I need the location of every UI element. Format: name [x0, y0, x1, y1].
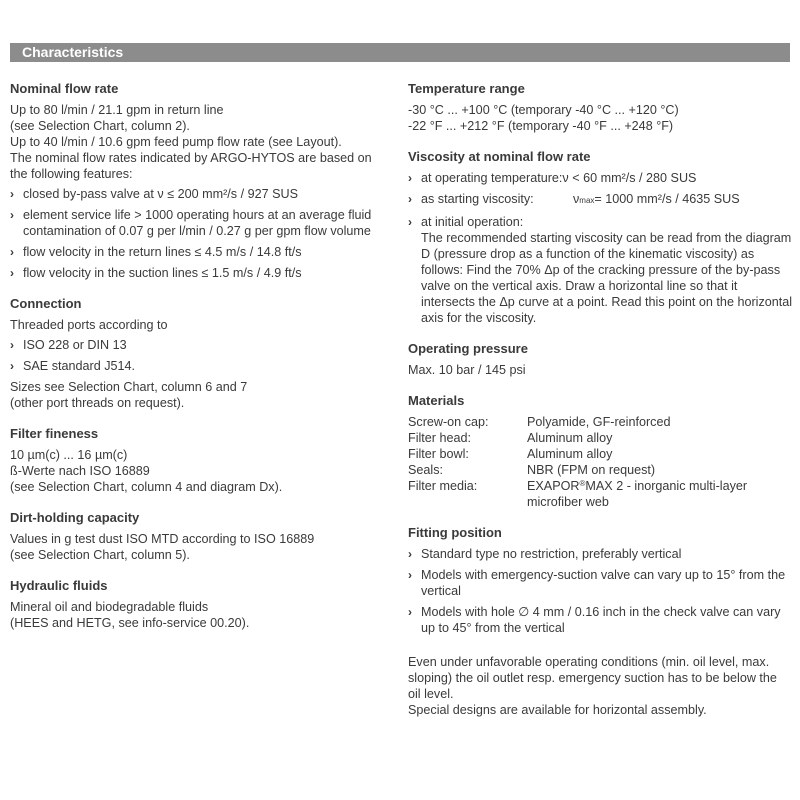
fitting-note: Special designs are available for horizontal assembly.	[408, 703, 707, 717]
list-item: › flow velocity in the return lines ≤ 4.5 m/s / 14.8 ft/s	[10, 245, 302, 259]
fitting-note: Even under unfavorable operating conditions (min. oil level, max. sloping) the oil outlet resp. emergency suction has to be below the oil level.	[408, 655, 777, 701]
left-column	[10, 80, 395, 645]
bullet-icon: ›	[408, 171, 412, 185]
text-line: ß-Werte nach ISO 16889	[10, 464, 150, 478]
bullet-icon: ›	[408, 568, 412, 582]
text-line: (HEES and HETG, see info-service 00.20).	[10, 616, 250, 630]
bullet-icon: ›	[408, 215, 412, 229]
fitting-position-heading: Fitting position	[408, 525, 502, 540]
material-value: NBR (FPM on request)	[527, 463, 656, 477]
nominal-flow-heading: Nominal flow rate	[10, 81, 119, 96]
material-value: EXAPOR®MAX 2 - inorganic multi-layer microfiber web	[527, 479, 748, 509]
operating-pressure-heading: Operating pressure	[408, 341, 528, 356]
materials-section	[408, 392, 793, 510]
list-item: › flow velocity in the suction lines ≤ 1.5 m/s / 4.9 ft/s	[10, 266, 302, 280]
dirt-holding-section	[10, 509, 395, 563]
text-line: 10 µm(c) ... 16 µm(c)	[10, 448, 128, 462]
text-line: -30 °C ... +100 °C (temporary -40 °C ... +120 °C)	[408, 103, 679, 117]
flow-bullet-list	[10, 186, 395, 281]
bullet-icon: ›	[10, 338, 14, 352]
text-line: Up to 40 l/min / 10.6 gpm feed pump flow rate (see Layout).	[10, 135, 342, 149]
bullet-icon: ›	[10, 208, 14, 222]
text-line: Mineral oil and biodegradable fluids	[10, 600, 209, 614]
list-item: › SAE standard J514.	[10, 359, 136, 373]
bullet-icon: ›	[408, 547, 412, 561]
material-value: Polyamide, GF-reinforced	[527, 415, 671, 429]
list-item: › Models with emergency-suction valve can vary up to 15° from the vertical	[408, 568, 786, 598]
hydraulic-fluids-heading: Hydraulic fluids	[10, 578, 108, 593]
viscosity-heading: Viscosity at nominal flow rate	[408, 149, 591, 164]
list-item: › as starting viscosity: ν max = 1000 mm²/s / 4635 SUS	[408, 192, 740, 206]
fitting-position-section	[408, 524, 793, 718]
text-line: (see Selection Chart, column 4 and diagram Dx).	[10, 480, 283, 494]
material-label: Filter head:	[408, 431, 471, 445]
text-line: (see Selection Chart, column 2).	[10, 119, 190, 133]
bullet-icon: ›	[10, 187, 14, 201]
fitting-bullet-list	[408, 546, 793, 636]
viscosity-bullet-list	[408, 170, 793, 326]
material-label: Filter media:	[408, 479, 478, 493]
bullet-icon: ›	[10, 245, 14, 259]
connection-heading: Connection	[10, 296, 82, 311]
material-label: Filter bowl:	[408, 447, 469, 461]
list-item: › ISO 228 or DIN 13	[10, 338, 127, 352]
viscosity-section	[408, 148, 793, 326]
bullet-icon: ›	[408, 192, 412, 206]
temperature-section	[408, 80, 793, 134]
filter-fineness-section	[10, 425, 395, 495]
page-title: Characteristics	[22, 44, 124, 60]
materials-table	[408, 414, 793, 510]
temperature-heading: Temperature range	[408, 81, 525, 96]
materials-heading: Materials	[408, 393, 465, 408]
dirt-holding-heading: Dirt-holding capacity	[10, 510, 140, 525]
connection-section	[10, 295, 395, 411]
material-value: Aluminum alloy	[527, 447, 613, 461]
connection-bullet-list	[10, 337, 395, 374]
nominal-flow-section	[10, 80, 395, 281]
section-banner	[10, 43, 790, 62]
material-label: Screw-on cap:	[408, 415, 489, 429]
filter-fineness-heading: Filter fineness	[10, 426, 99, 441]
bullet-icon: ›	[408, 605, 412, 619]
bullet-icon: ›	[10, 266, 14, 280]
text-line: Threaded ports according to	[10, 318, 168, 332]
list-item: › at operating temperature:ν < 60 mm²/s / 280 SUS	[408, 171, 697, 185]
text-line: Sizes see Selection Chart, column 6 and 7	[10, 380, 248, 394]
text-line: the following features:	[10, 167, 133, 181]
list-item: › element service life > 1000 operating hours at an average fluid contamination of 0.07 g per l/min / 0.27 g per gpm flow volume	[10, 208, 372, 238]
text-line: Up to 80 l/min / 21.1 gpm in return line	[10, 103, 224, 117]
material-value: Aluminum alloy	[527, 431, 613, 445]
list-item: › Models with hole ∅ 4 mm / 0.16 inch in the check valve can vary up to 45° from the vertical	[408, 605, 781, 635]
hydraulic-fluids-section	[10, 577, 395, 631]
text-line: Max. 10 bar / 145 psi	[408, 363, 526, 377]
list-item: › at initial operation: The recommended starting viscosity can be read from the diagram D (pressure drop as a function of the kinematic viscosity) as follows: Find the 70% Δp of the cracking pressure of the by-pass valve on the vertical axis. Draw a horizontal line so that it intersects the Δp curve at a point. Read this point on the horizontal axis for the viscosity.	[408, 215, 793, 325]
material-label: Seals:	[408, 463, 444, 477]
text-line: (other port threads on request).	[10, 396, 185, 410]
operating-pressure-section	[408, 340, 793, 378]
text-line: -22 °F ... +212 °F (temporary -40 °F ... +248 °F)	[408, 119, 674, 133]
text-line: The nominal flow rates indicated by ARGO-HYTOS are based on	[10, 151, 372, 165]
bullet-icon: ›	[10, 359, 14, 373]
list-item: › Standard type no restriction, preferably vertical	[408, 547, 682, 561]
text-line: Values in g test dust ISO MTD according to ISO 16889	[10, 532, 315, 546]
text-line: (see Selection Chart, column 5).	[10, 548, 190, 562]
right-column	[408, 80, 793, 732]
list-item: › closed by-pass valve at ν ≤ 200 mm²/s / 927 SUS	[10, 187, 298, 201]
